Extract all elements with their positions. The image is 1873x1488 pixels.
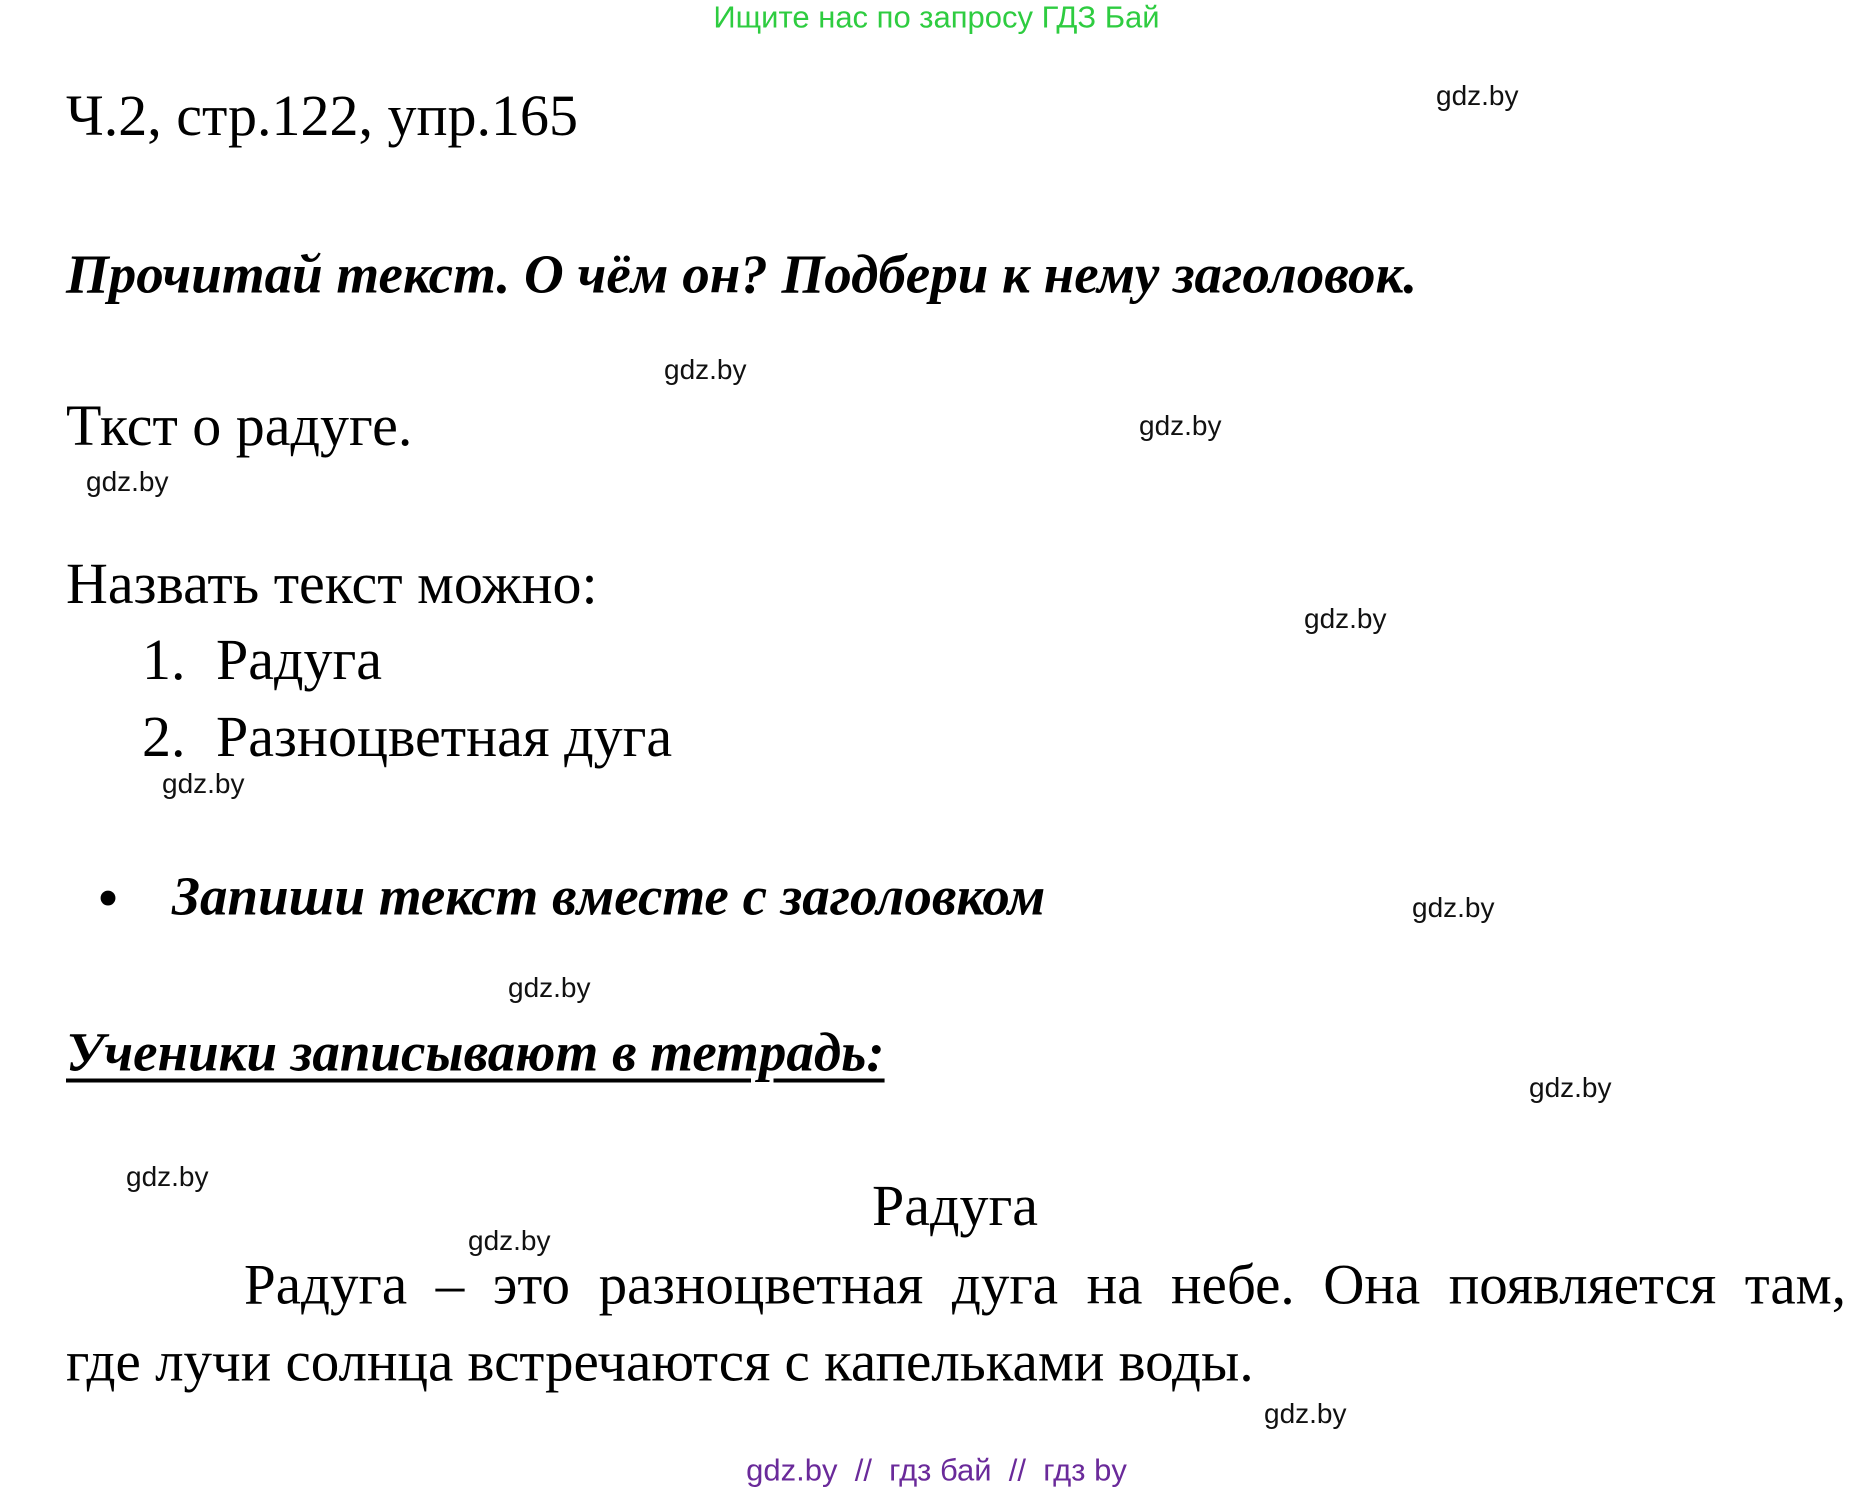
task-heading: Прочитай текст. О чём он? Подбери к нему заголовок.	[66, 243, 1418, 305]
title-option: Разноцветная дуга	[216, 704, 673, 769]
story-title: Радуга	[871, 1173, 1039, 1238]
watermark: gdz.by	[1529, 1072, 1612, 1103]
story-line-2: где лучи солнца встречаются с капельками воды.	[66, 1330, 1254, 1394]
story-line-1: Радуга – это разноцветная дуга на небе. Она появляется там,	[244, 1253, 1846, 1317]
title-option: Радуга	[216, 627, 383, 692]
search-banner: Ищите нас по запросу ГДЗ Бай	[713, 0, 1160, 35]
watermark: gdz.by	[664, 354, 747, 385]
task-write-text: Запиши текст вместе с заголовком	[172, 865, 1046, 927]
notebook-heading: Ученики записывают в тетрадь:	[66, 1021, 885, 1083]
titles-intro: Назвать текст можно:	[66, 551, 598, 616]
footer-links: gdz.by // гдз бай // гдз by	[746, 1452, 1127, 1488]
title-option-number: 2.	[142, 704, 186, 769]
watermark: gdz.by	[162, 768, 245, 799]
watermark: gdz.by	[508, 972, 591, 1003]
watermark: gdz.by	[1412, 892, 1495, 923]
watermark: gdz.by	[1139, 410, 1222, 441]
exercise-reference: Ч.2, стр.122, упр.165	[66, 83, 579, 148]
bullet: •	[98, 867, 118, 929]
watermark: gdz.by	[1304, 603, 1387, 634]
watermark: gdz.by	[126, 1161, 209, 1192]
answer-topic: Ткст о радуге.	[66, 393, 413, 458]
watermark: gdz.by	[1264, 1398, 1347, 1429]
watermark: gdz.by	[86, 466, 169, 497]
title-option-number: 1.	[142, 627, 186, 692]
watermark: gdz.by	[468, 1225, 551, 1256]
watermark: gdz.by	[1436, 80, 1519, 111]
